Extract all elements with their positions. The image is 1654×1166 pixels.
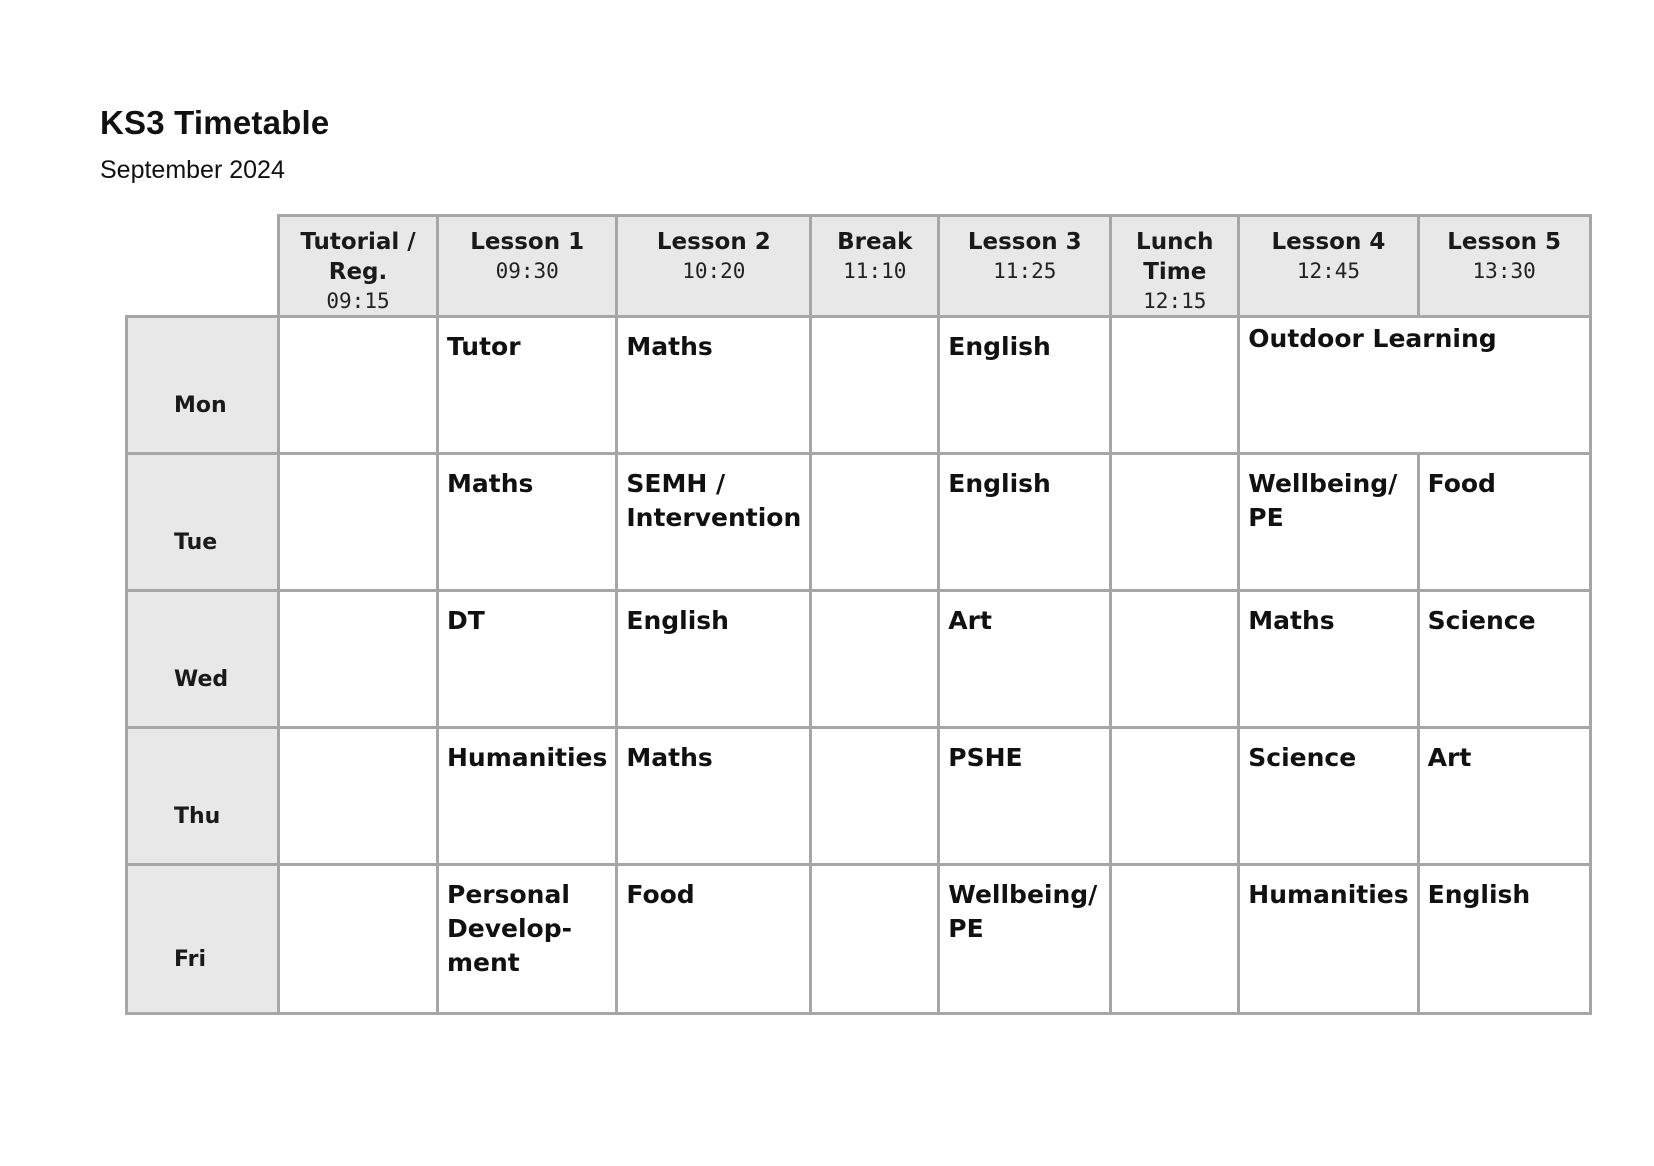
column-label: Lunch Time [1136, 229, 1214, 285]
cell-fri-lesson-3: Wellbeing/ PE [939, 865, 1111, 1014]
column-header-lesson-5 [1418, 216, 1590, 317]
column-time: 10:20 [682, 259, 746, 283]
cell-thu-lesson-4: Science [1239, 728, 1418, 865]
cell-thu-break [811, 728, 939, 865]
table-row-thu [127, 728, 1591, 865]
column-label: Lesson 5 [1447, 229, 1562, 255]
table-row-mon [127, 317, 1591, 454]
cell-wed-lesson-4: Maths [1239, 591, 1418, 728]
column-label: Break [837, 229, 913, 255]
cell-tue-lesson-2: SEMH / Intervention [617, 454, 811, 591]
column-label: Lesson 2 [656, 229, 771, 255]
cell-tue-lunch [1111, 454, 1239, 591]
corner-cell [127, 216, 279, 317]
cell-tue-lesson-1: Maths [438, 454, 617, 591]
cell-fri-lesson-1: Personal Develop- ment [438, 865, 617, 1014]
cell-wed-lunch [1111, 591, 1239, 728]
cell-mon-lesson-3: English [939, 317, 1111, 454]
column-label: Lesson 4 [1271, 229, 1386, 255]
column-time: 12:45 [1296, 259, 1361, 283]
cell-thu-lesson-2: Maths [617, 728, 811, 865]
page-subtitle: September 2024 [100, 156, 285, 184]
cell-fri-lesson-4: Humanities [1239, 865, 1418, 1014]
cell-fri-lesson-5: English [1418, 865, 1590, 1014]
column-time: 09:30 [495, 259, 559, 283]
cell-wed-tutorial [279, 591, 438, 728]
column-time: 09:15 [326, 289, 390, 313]
day-label-fri: Fri [127, 865, 279, 1014]
cell-mon-lunch [1111, 317, 1239, 454]
day-label-wed: Wed [127, 591, 279, 728]
table-row-tue [127, 454, 1591, 591]
column-label: Tutorial / Reg. [300, 229, 416, 285]
cell-thu-lesson-5: Art [1418, 728, 1590, 865]
cell-fri-lesson-2: Food [617, 865, 811, 1014]
column-header-lesson-4 [1239, 216, 1418, 317]
column-header-lunch [1111, 216, 1239, 317]
cell-tue-tutorial [279, 454, 438, 591]
column-header-lesson-1 [438, 216, 617, 317]
column-label: Lesson 1 [470, 229, 585, 255]
cell-tue-lesson-3: English [939, 454, 1111, 591]
header-row [127, 216, 1591, 317]
cell-thu-lesson-1: Humanities [438, 728, 617, 865]
cell-tue-lesson-4: Wellbeing/ PE [1239, 454, 1418, 591]
cell-thu-lunch [1111, 728, 1239, 865]
day-label-tue: Tue [127, 454, 279, 591]
cell-tue-lesson-5: Food [1418, 454, 1590, 591]
column-header-lesson-3 [939, 216, 1111, 317]
column-time: 11:25 [993, 259, 1057, 283]
day-label-thu: Thu [127, 728, 279, 865]
cell-wed-break [811, 591, 939, 728]
cell-wed-lesson-3: Art [939, 591, 1111, 728]
cell-wed-lesson-1: DT [438, 591, 617, 728]
day-label-mon: Mon [127, 317, 279, 454]
cell-wed-lesson-5: Science [1418, 591, 1590, 728]
cell-fri-tutorial [279, 865, 438, 1014]
cell-mon-lesson-4-5: Outdoor Learning [1239, 317, 1590, 454]
cell-tue-break [811, 454, 939, 591]
timetable [125, 214, 1592, 1015]
cell-fri-lunch [1111, 865, 1239, 1014]
column-label: Lesson 3 [967, 229, 1082, 255]
table-row-wed [127, 591, 1591, 728]
cell-thu-tutorial [279, 728, 438, 865]
column-header-lesson-2 [617, 216, 811, 317]
page-title: KS3 Timetable [100, 104, 330, 141]
cell-mon-break [811, 317, 939, 454]
column-time: 11:10 [843, 259, 907, 283]
table-row-fri [127, 865, 1591, 1014]
column-time: 13:30 [1472, 259, 1536, 283]
column-header-break [811, 216, 939, 317]
cell-mon-tutorial [279, 317, 438, 454]
cell-fri-break [811, 865, 939, 1014]
cell-wed-lesson-2: English [617, 591, 811, 728]
column-header-tutorial [279, 216, 438, 317]
cell-mon-lesson-1: Tutor [438, 317, 617, 454]
column-time: 12:15 [1143, 289, 1207, 313]
cell-thu-lesson-3: PSHE [939, 728, 1111, 865]
cell-mon-lesson-2: Maths [617, 317, 811, 454]
